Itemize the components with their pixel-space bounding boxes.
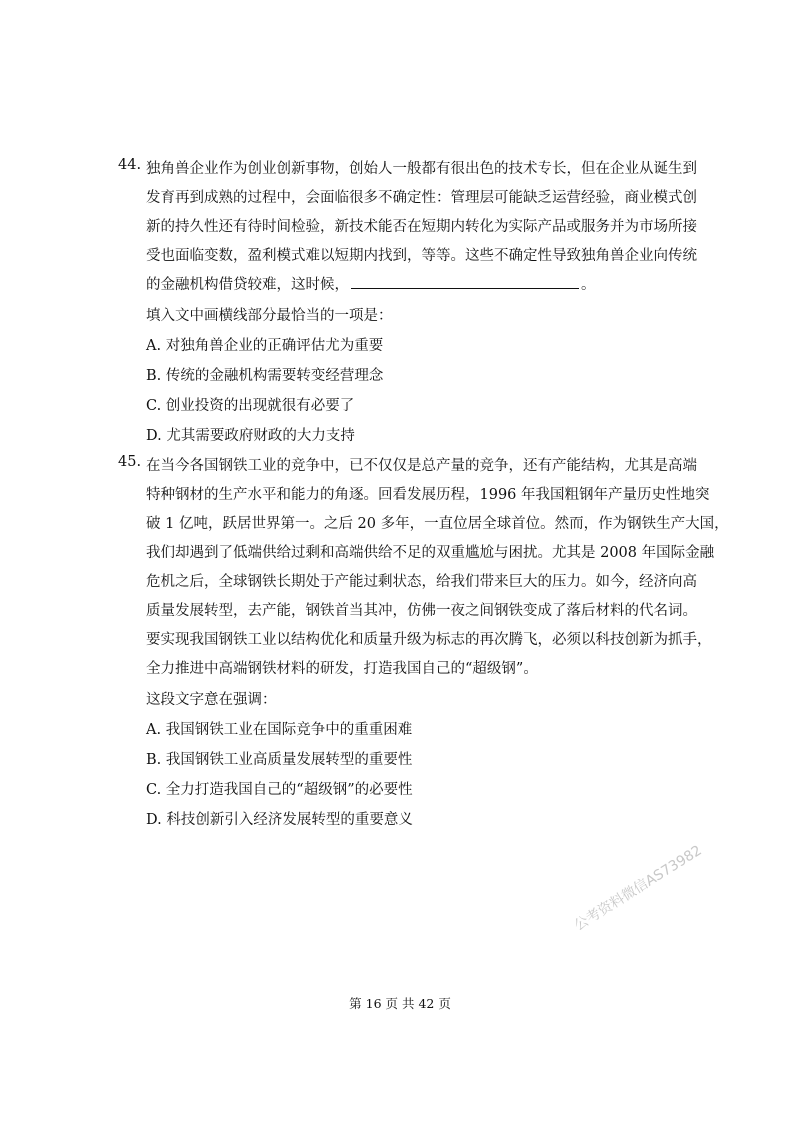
- question-text-line: 我们却遇到了低端供给过剩和高端供给不足的双重尴尬与困扰。尤其是 2008 年国际金融: [146, 545, 715, 561]
- option-a: A. 对独角兽企业的正确评估尤为重要: [146, 338, 384, 354]
- fill-in-blank: [351, 274, 579, 289]
- option-c: C. 全力打造我国自己的“超级钢”的必要性: [146, 782, 413, 798]
- sentence-end: 。: [581, 277, 596, 293]
- option-c: C. 创业投资的出现就很有必要了: [146, 398, 355, 414]
- question-text-line: 质量发展转型，去产能，钢铁首当其冲，仿佛一夜之间钢铁变成了落后材料的代名词。: [146, 603, 697, 619]
- question-text-line: 在当今各国钢铁工业的竞争中，已不仅仅是总产量的竞争，还有产能结构，尤其是高端: [146, 458, 697, 474]
- question-text-line: 受也面临变数，盈利模式难以短期内找到，等等。这些不确定性导致独角兽企业向传统: [146, 248, 697, 264]
- question-text-line: 发育再到成熟的过程中，会面临很多不确定性：管理层可能缺乏运营经验，商业模式创: [146, 190, 697, 206]
- option-a: A. 我国钢铁工业在国际竞争中的重重困难: [146, 722, 413, 738]
- option-b: B. 传统的金融机构需要转变经营理念: [146, 368, 384, 384]
- option-d: D. 科技创新引入经济发展转型的重要意义: [146, 812, 413, 828]
- question-prompt: 这段文字意在强调：: [146, 692, 277, 708]
- option-d: D. 尤其需要政府财政的大力支持: [146, 428, 355, 444]
- question-text-line: 独角兽企业作为创业创新事物，创始人一般都有很出色的技术专长，但在企业从诞生到: [146, 161, 697, 177]
- question-number: 44.: [118, 157, 142, 173]
- option-b: B. 我国钢铁工业高质量发展转型的重要性: [146, 752, 413, 768]
- question-text-line: 特种钢材的生产水平和能力的角逐。回看发展历程，1996 年我国粗钢年产量历史性地突: [146, 487, 710, 503]
- question-text-line: 新的持久性还有待时间检验，新技术能否在短期内转化为实际产品或服务并为市场所接: [146, 219, 697, 235]
- question-text-line-with-blank: [146, 273, 596, 294]
- page-footer: 第 16 页 共 42 页: [349, 996, 451, 1011]
- question-text-line: 破 1 亿吨，跃居世界第一。之后 20 多年，一直位居全球首位。然而，作为钢铁生产大国，: [146, 516, 729, 532]
- question-text-line: 全力推进中高端钢铁材料的研发，打造我国自己的“超级钢”。: [146, 661, 538, 677]
- question-text-fragment: 的金融机构借贷较难，这时候，: [146, 277, 349, 293]
- question-text-line: 要实现我国钢铁工业以结构优化和质量升级为标志的再次腾飞，必须以科技创新为抓手，: [146, 632, 712, 648]
- question-number: 45.: [118, 454, 142, 470]
- watermark: 公考资料微信AS73982: [571, 842, 705, 935]
- question-text-line: 危机之后，全球钢铁长期处于产能过剩状态，给我们带来巨大的压力。如今，经济向高: [146, 574, 697, 590]
- question-prompt: 填入文中画横线部分最恰当的一项是：: [146, 308, 393, 324]
